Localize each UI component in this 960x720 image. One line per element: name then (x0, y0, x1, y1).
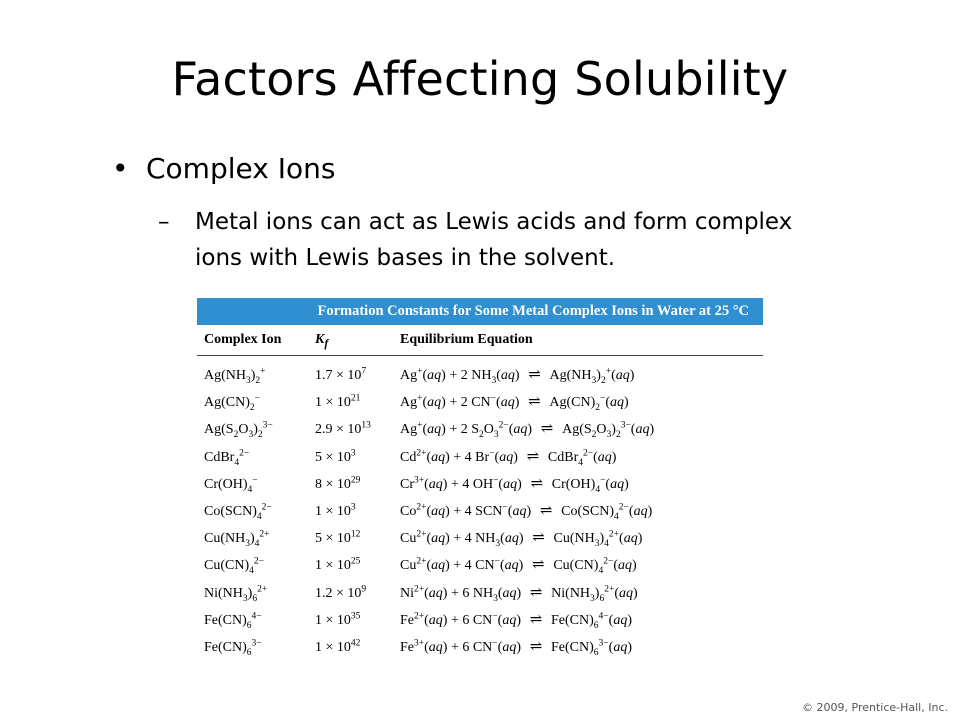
equation-product: $Cu(CN)_4^{2-}(aq)$ (553, 556, 637, 577)
equation-product: $Co(SCN)_4^{2-}(aq)$ (561, 502, 653, 522)
header-kf-symbol: K (315, 332, 325, 347)
header-complex-ion: Complex Ion (204, 332, 282, 347)
table-caption: Formation Constants for Some Metal Complex Ions in Water at 25 °C (197, 298, 763, 325)
equilibrium-arrow-icon: ⇌ (532, 530, 545, 547)
cell-kf: $1 \times 10^{21}$ (315, 393, 361, 411)
equilibrium-arrow-icon: ⇌ (532, 557, 545, 574)
cell-kf: $1.2 \times 10^9$ (315, 583, 367, 601)
cell-kf: $8 \times 10^{29}$ (315, 475, 361, 492)
equation-product: $Ni(NH_3)_6^{2+}(aq)$ (551, 583, 638, 604)
equation-reactants: $Ni^{2+}(aq) + 6$ $NH_3(aq)$ (400, 583, 522, 604)
equation-product: $Fe(CN)_6^{3-}(aq)$ (551, 638, 632, 658)
table-row (197, 552, 763, 579)
subbullet-dash-icon: – (158, 209, 170, 235)
cell-kf: $5 \times 10^{12}$ (315, 529, 361, 547)
subbullet-lewis (158, 204, 798, 276)
equilibrium-arrow-icon: ⇌ (528, 394, 541, 411)
slide-title: Factors Affecting Solubility (171, 52, 789, 106)
table-header (197, 325, 763, 356)
cell-kf: $1.7 \times 10^7$ (315, 366, 367, 383)
table-row (197, 389, 763, 416)
equation-reactants: $Fe^{3+}(aq) + 6$ CN−(aq) (400, 638, 521, 655)
equilibrium-arrow-icon: ⇌ (539, 502, 553, 519)
equation-reactants: Ag+(aq) + 2 $NH_3(aq)$ (400, 366, 520, 386)
equation-product: $Cu(NH_3)_4^{2+}(aq)$ (553, 529, 643, 549)
equation-reactants: $Fe^{2+}(aq) + 6$ CN−(aq) (400, 611, 521, 628)
subbullet-text: Metal ions can act as Lewis acids and form complex ions with Lewis bases in the solvent. (195, 209, 793, 271)
table-row (197, 362, 763, 389)
cell-kf: $1 \times 10^3$ (315, 502, 356, 519)
equilibrium-arrow-icon: ⇌ (529, 611, 543, 628)
equation-reactants: $Cu^{2+}(aq) + 4$ CN−(aq) (400, 556, 524, 574)
table-row (197, 498, 763, 525)
cell-complex-ion: $Cu(NH_3)_4^{2+}$ (204, 529, 270, 549)
cell-complex-ion: $Cr(OH)_4^-$ (204, 475, 258, 495)
cell-equation (400, 471, 763, 498)
bullet-complex-ions (112, 152, 335, 185)
equation-reactants: Ag+(aq) + 2 CN−(aq) (400, 393, 520, 411)
cell-complex-ion: $Ag(S_2O_3)_2^{3-}$ (204, 420, 273, 441)
table-row (197, 444, 763, 471)
cell-complex-ion: $Co(SCN)_4^{2-}$ (204, 502, 272, 522)
equation-reactants: $Cd^{2+}(aq) + 4$ Br−(aq) (400, 447, 518, 465)
cell-equation (400, 634, 763, 661)
cell-equation (400, 580, 763, 607)
cell-equation (400, 416, 763, 443)
header-kf (315, 325, 400, 355)
cell-equation (400, 607, 763, 634)
table-row (197, 634, 763, 661)
equation-product: $Cr(OH)_4^-(aq)$ (551, 475, 629, 495)
header-kf-subscript: f (324, 336, 329, 350)
equilibrium-arrow-icon: ⇌ (540, 421, 554, 438)
table-body (197, 356, 763, 661)
cell-kf: $1 \times 10^{25}$ (315, 556, 361, 574)
header-equilibrium: Equilibrium Equation (400, 332, 533, 347)
equation-product: $Ag(NH_3)_2^+(aq)$ (549, 366, 635, 386)
cell-complex-ion: $Fe(CN)_6^{3-}$ (204, 638, 262, 658)
formation-constants-table (197, 298, 763, 670)
cell-kf: $1 \times 10^{35}$ (315, 611, 361, 628)
cell-kf: $2.9 \times 10^{13}$ (315, 420, 371, 438)
table-row (197, 607, 763, 634)
equation-product: $Ag(CN)_2^-(aq)$ (549, 393, 629, 413)
equilibrium-arrow-icon: ⇌ (530, 475, 544, 492)
table-row (197, 471, 763, 498)
cell-complex-ion: $Cu(CN)_4^{2-}$ (204, 556, 264, 577)
table-row (197, 525, 763, 552)
cell-complex-ion: $Fe(CN)_6^{4-}$ (204, 611, 262, 631)
cell-equation (400, 444, 763, 471)
equation-product: $Fe(CN)_6^{4-}(aq)$ (551, 611, 632, 631)
equation-product: CdBr$_4^{2-}$(aq) (547, 447, 617, 468)
copyright-footer: © 2009, Prentice-Hall, Inc. (802, 701, 948, 714)
cell-complex-ion: $Ag(CN)_2^-$ (204, 393, 260, 413)
equilibrium-arrow-icon: ⇌ (526, 448, 540, 465)
table-row (197, 580, 763, 607)
cell-equation (400, 525, 763, 552)
equilibrium-arrow-icon: ⇌ (529, 638, 543, 655)
cell-equation (400, 552, 763, 579)
bullet-dot-icon: • (112, 152, 129, 185)
equilibrium-arrow-icon: ⇌ (528, 367, 541, 383)
cell-equation (400, 498, 763, 525)
equation-reactants: Ag+(aq) + 2 $S_2O_3^{2-}(aq)$ (400, 420, 533, 441)
equation-reactants: $Co^{2+}(aq) + 4$ SCN−(aq) (400, 502, 532, 519)
equation-product: $Ag(S_2O_3)_2^{3-}(aq)$ (562, 420, 655, 441)
bullet-text: Complex Ions (146, 152, 336, 185)
cell-kf: $5 \times 10^3$ (315, 447, 356, 465)
cell-complex-ion: $Ni(NH_3)_6^{2+}$ (204, 583, 268, 604)
cell-equation (400, 389, 763, 416)
cell-kf: $1 \times 10^{42}$ (315, 638, 361, 655)
equation-reactants: $Cu^{2+}(aq) + 4$ $NH_3(aq)$ (400, 529, 524, 549)
cell-equation (400, 362, 763, 389)
cell-complex-ion: CdBr$_4^{2-}$ (204, 447, 250, 468)
table-row (197, 416, 763, 443)
equation-reactants: $Cr^{3+}(aq) + 4$ OH−(aq) (400, 475, 522, 492)
equilibrium-arrow-icon: ⇌ (529, 584, 543, 601)
cell-complex-ion: $Ag(NH_3)_2^+$ (204, 366, 266, 386)
